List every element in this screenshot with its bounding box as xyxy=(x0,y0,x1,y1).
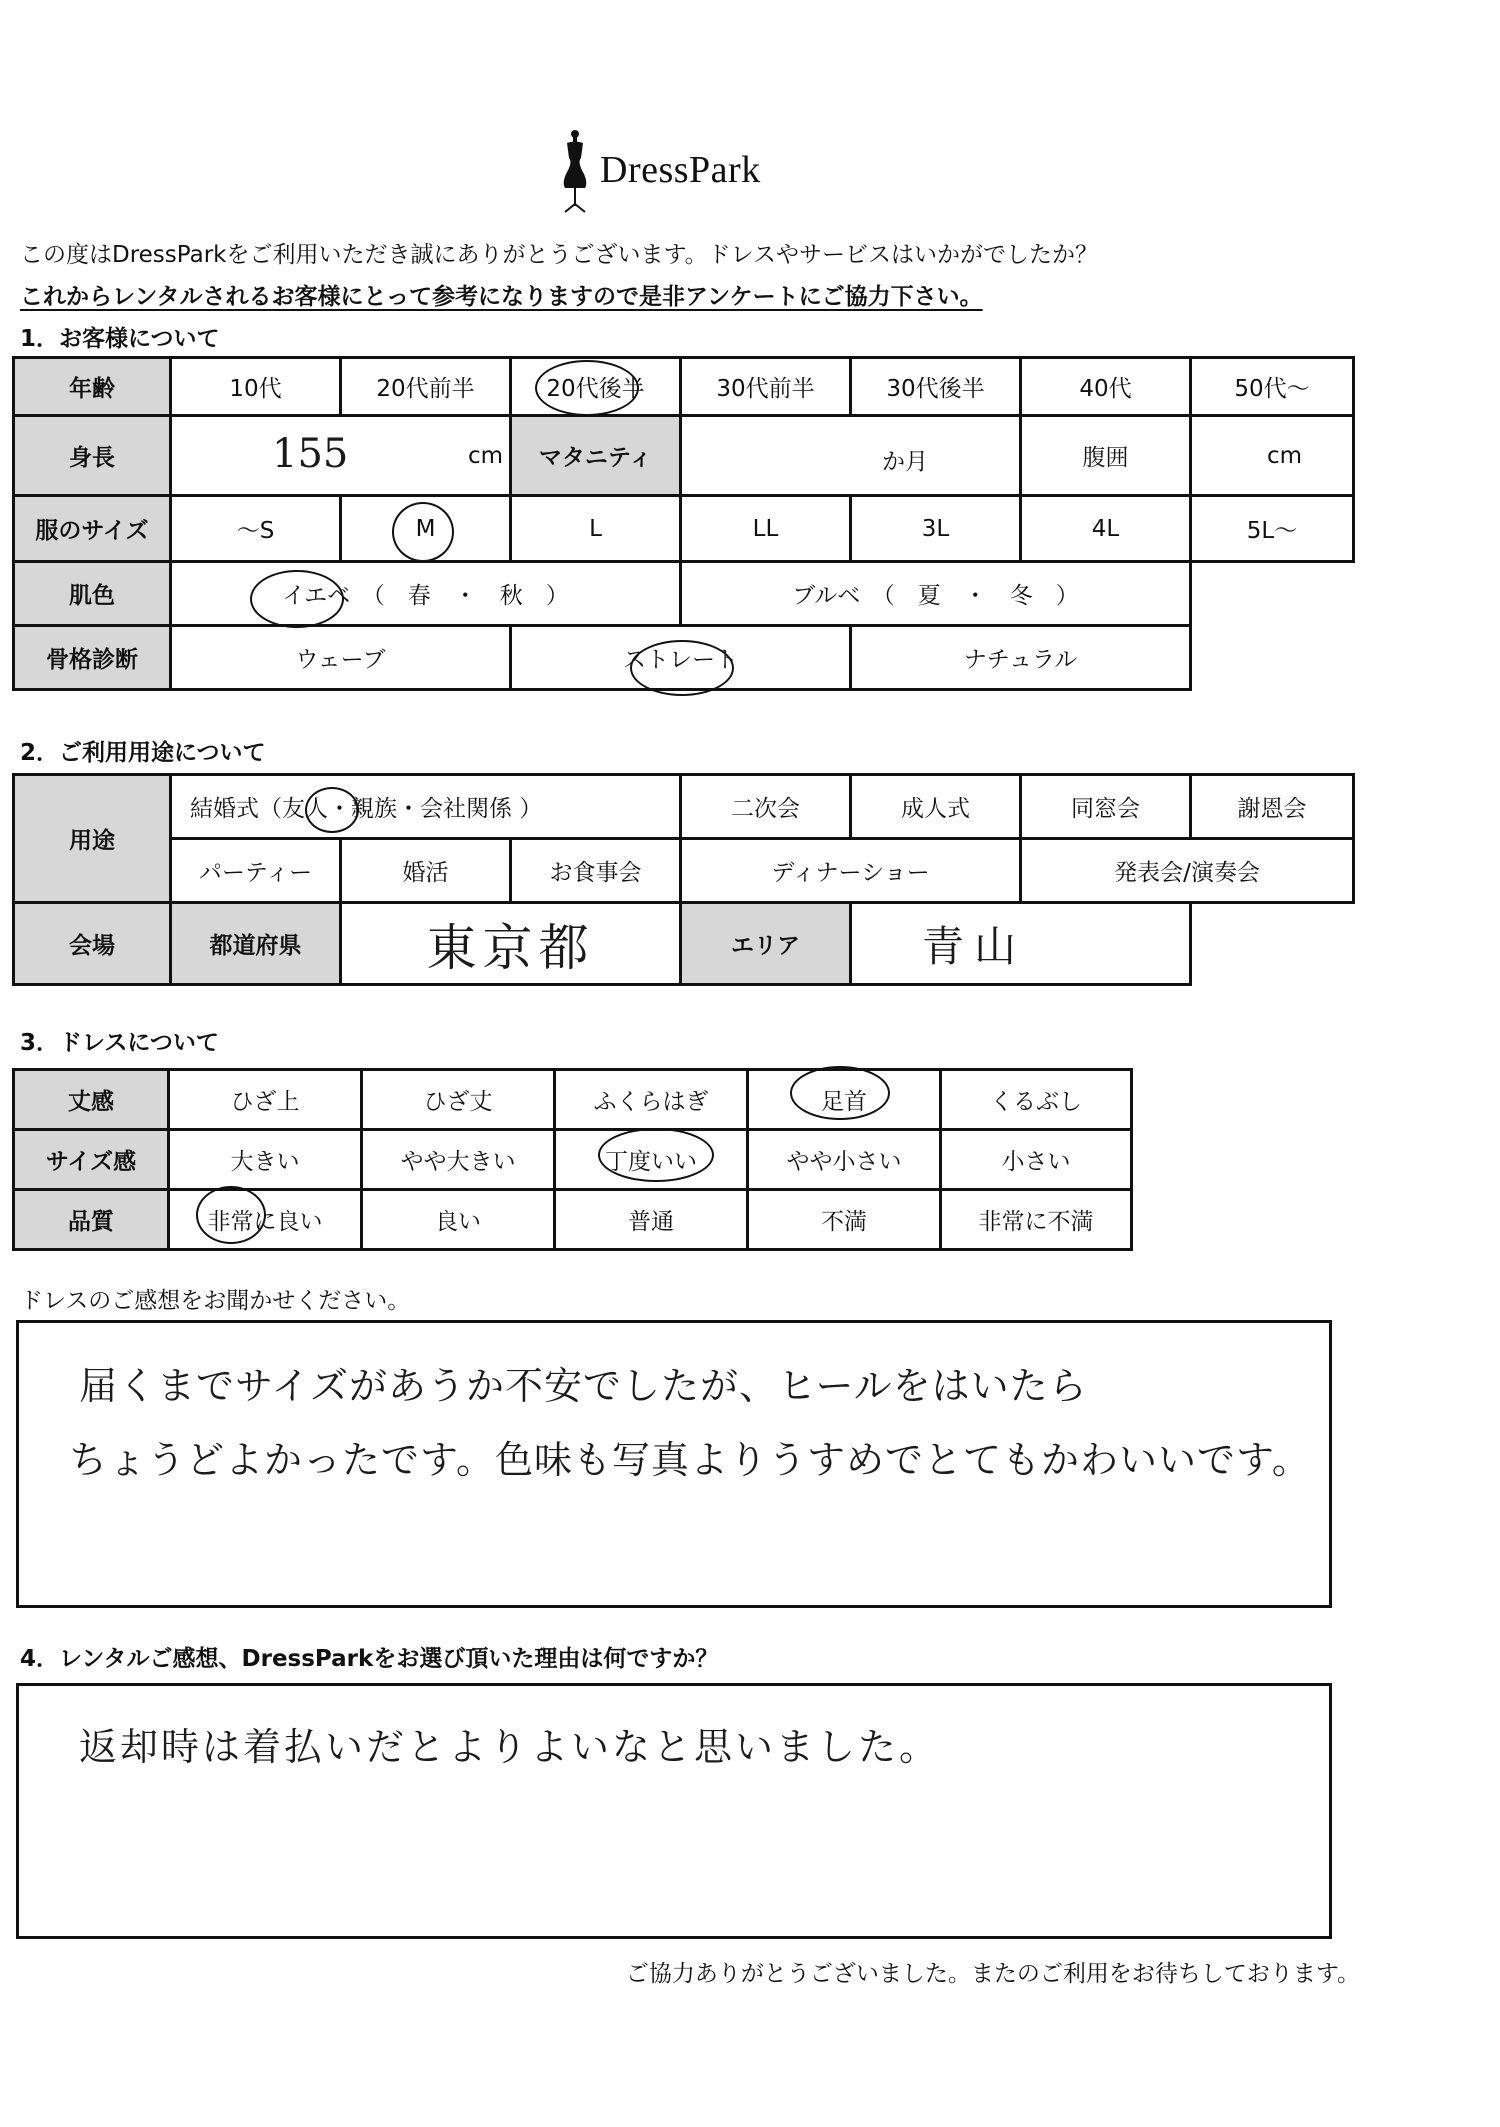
fit-option[interactable]: 小さい xyxy=(941,1130,1132,1190)
dress-table xyxy=(12,1068,1133,1251)
dresspark-logo xyxy=(555,128,795,218)
size-option[interactable]: 4L xyxy=(1021,496,1191,562)
wedding-selection-mark xyxy=(305,787,359,833)
quality-label: 品質 xyxy=(14,1190,169,1250)
usage-table xyxy=(12,773,1355,986)
age-option[interactable]: 40代 xyxy=(1021,358,1191,416)
quality-option[interactable]: 良い xyxy=(362,1190,555,1250)
section1-title: 1．お客様について xyxy=(20,326,220,352)
frame-option[interactable]: ナチュラル xyxy=(851,626,1191,690)
purpose-dinner-show[interactable]: ディナーショー xyxy=(681,839,1021,903)
dress-comment-line: 届くまでサイズがあうか不安でしたが、ヒールをはいたら xyxy=(79,1364,1088,1408)
age-label: 年齢 xyxy=(14,358,171,416)
age-option[interactable]: 30代前半 xyxy=(681,358,851,416)
size-option-selected[interactable]: M xyxy=(341,496,511,562)
age-option[interactable]: 20代前半 xyxy=(341,358,511,416)
length-option[interactable]: ひざ上 xyxy=(169,1070,362,1130)
dress-comment-prompt: ドレスのご感想をお聞かせください。 xyxy=(20,1288,411,1314)
quality-option[interactable]: 普通 xyxy=(555,1190,748,1250)
venue-label: 会場 xyxy=(14,903,171,985)
purpose-afterparty[interactable]: 二次会 xyxy=(681,775,851,839)
area-label: エリア xyxy=(681,903,851,985)
quality-option[interactable]: 不満 xyxy=(748,1190,941,1250)
fit-label: サイズ感 xyxy=(14,1130,169,1190)
fit-option[interactable]: やや小さい xyxy=(748,1130,941,1190)
frame-option-selected[interactable]: ストレート xyxy=(511,626,851,690)
skin-blue-option[interactable]: ブルベ （ 夏 ・ 冬 ） xyxy=(681,562,1191,626)
prefecture-value[interactable]: 東京都 xyxy=(341,903,681,985)
prefecture-label: 都道府県 xyxy=(171,903,341,985)
length-label: 丈感 xyxy=(14,1070,169,1130)
age-option-selected[interactable]: 20代後半 xyxy=(511,358,681,416)
dress-comment-box[interactable] xyxy=(16,1320,1332,1608)
length-selection-mark xyxy=(790,1066,890,1120)
maternity-months-field[interactable] xyxy=(681,416,1021,496)
frame-label: 骨格診断 xyxy=(14,626,171,690)
purpose-dinner[interactable]: お食事会 xyxy=(511,839,681,903)
area-value[interactable]: 青山 xyxy=(851,903,1191,985)
size-selection-mark xyxy=(392,502,454,562)
rental-comment-box[interactable] xyxy=(16,1683,1332,1939)
quality-option[interactable]: 非常に不満 xyxy=(941,1190,1132,1250)
quality-option-selected[interactable]: 非常に良い xyxy=(169,1190,362,1250)
quality-selection-mark xyxy=(196,1186,266,1244)
size-option[interactable]: LL xyxy=(681,496,851,562)
height-field[interactable] xyxy=(171,416,511,496)
purpose-label: 用途 xyxy=(14,775,171,903)
age-selection-mark xyxy=(535,360,639,416)
purpose-party[interactable]: パーティー xyxy=(171,839,341,903)
skin-yellow-option[interactable]: イエベ （ 春 ・ 秋 ） xyxy=(171,562,681,626)
height-label: 身長 xyxy=(14,416,171,496)
waist-unit[interactable]: cm xyxy=(1191,416,1354,496)
size-option[interactable]: L xyxy=(511,496,681,562)
frame-option[interactable]: ウェーブ xyxy=(171,626,511,690)
age-option[interactable]: 50代～ xyxy=(1191,358,1354,416)
intro-request: これからレンタルされるお客様にとって参考になりますので是非アンケートにご協力下さい。 xyxy=(20,284,983,310)
waist-label: 腹囲 xyxy=(1021,416,1191,496)
section4-title: 4．レンタルご感想、DressParkをお選び頂いた理由は何ですか？ xyxy=(20,1646,719,1672)
size-option[interactable]: 3L xyxy=(851,496,1021,562)
section3-title: 3．ドレスについて xyxy=(20,1030,219,1056)
skin-label: 肌色 xyxy=(14,562,171,626)
purpose-wedding[interactable]: 結婚式（友人・親族・会社関係 ） xyxy=(171,775,681,839)
size-label: 服のサイズ xyxy=(14,496,171,562)
fit-option[interactable]: やや大きい xyxy=(362,1130,555,1190)
dress-form-icon xyxy=(555,128,595,218)
size-option[interactable]: ～S xyxy=(171,496,341,562)
frame-selection-mark xyxy=(630,640,734,696)
size-option[interactable]: 5L～ xyxy=(1191,496,1354,562)
fit-selection-mark xyxy=(598,1128,714,1182)
fit-option[interactable]: 大きい xyxy=(169,1130,362,1190)
skin-selection-mark xyxy=(250,570,344,628)
length-option[interactable]: くるぶし xyxy=(941,1070,1132,1130)
maternity-label: マタニティ xyxy=(511,416,681,496)
length-option-selected[interactable]: 足首 xyxy=(748,1070,941,1130)
purpose-coming-of-age[interactable]: 成人式 xyxy=(851,775,1021,839)
rental-comment-line: 返却時は着払いだとよりよいなと思いました。 xyxy=(79,1725,941,1769)
length-option[interactable]: ふくらはぎ xyxy=(555,1070,748,1130)
months-unit: か月 xyxy=(882,449,928,475)
purpose-thank-you-party[interactable]: 謝恩会 xyxy=(1191,775,1354,839)
fit-option-selected[interactable]: 丁度いい xyxy=(555,1130,748,1190)
purpose-konkatsu[interactable]: 婚活 xyxy=(341,839,511,903)
intro-line: この度はDressParkをご利用いただき誠にありがとうございます。ドレスやサービスはいかがでしたか？ xyxy=(20,242,1098,268)
height-value: 155 xyxy=(272,431,349,477)
section2-title: 2．ご利用用途について xyxy=(20,740,266,766)
purpose-reunion[interactable]: 同窓会 xyxy=(1021,775,1191,839)
dress-comment-line: ちょうどよかったです。色味も写真よりうすめでとてもかわいいです。 xyxy=(69,1438,1311,1482)
height-unit: cm xyxy=(467,443,503,469)
age-option[interactable]: 10代 xyxy=(171,358,341,416)
closing-message: ご協力ありがとうございました。またのご利用をお待ちしております。 xyxy=(625,1961,1360,1987)
age-option[interactable]: 30代後半 xyxy=(851,358,1021,416)
length-option[interactable]: ひざ丈 xyxy=(362,1070,555,1130)
brand-name: DressPark xyxy=(600,149,761,191)
purpose-recital[interactable]: 発表会/演奏会 xyxy=(1021,839,1354,903)
